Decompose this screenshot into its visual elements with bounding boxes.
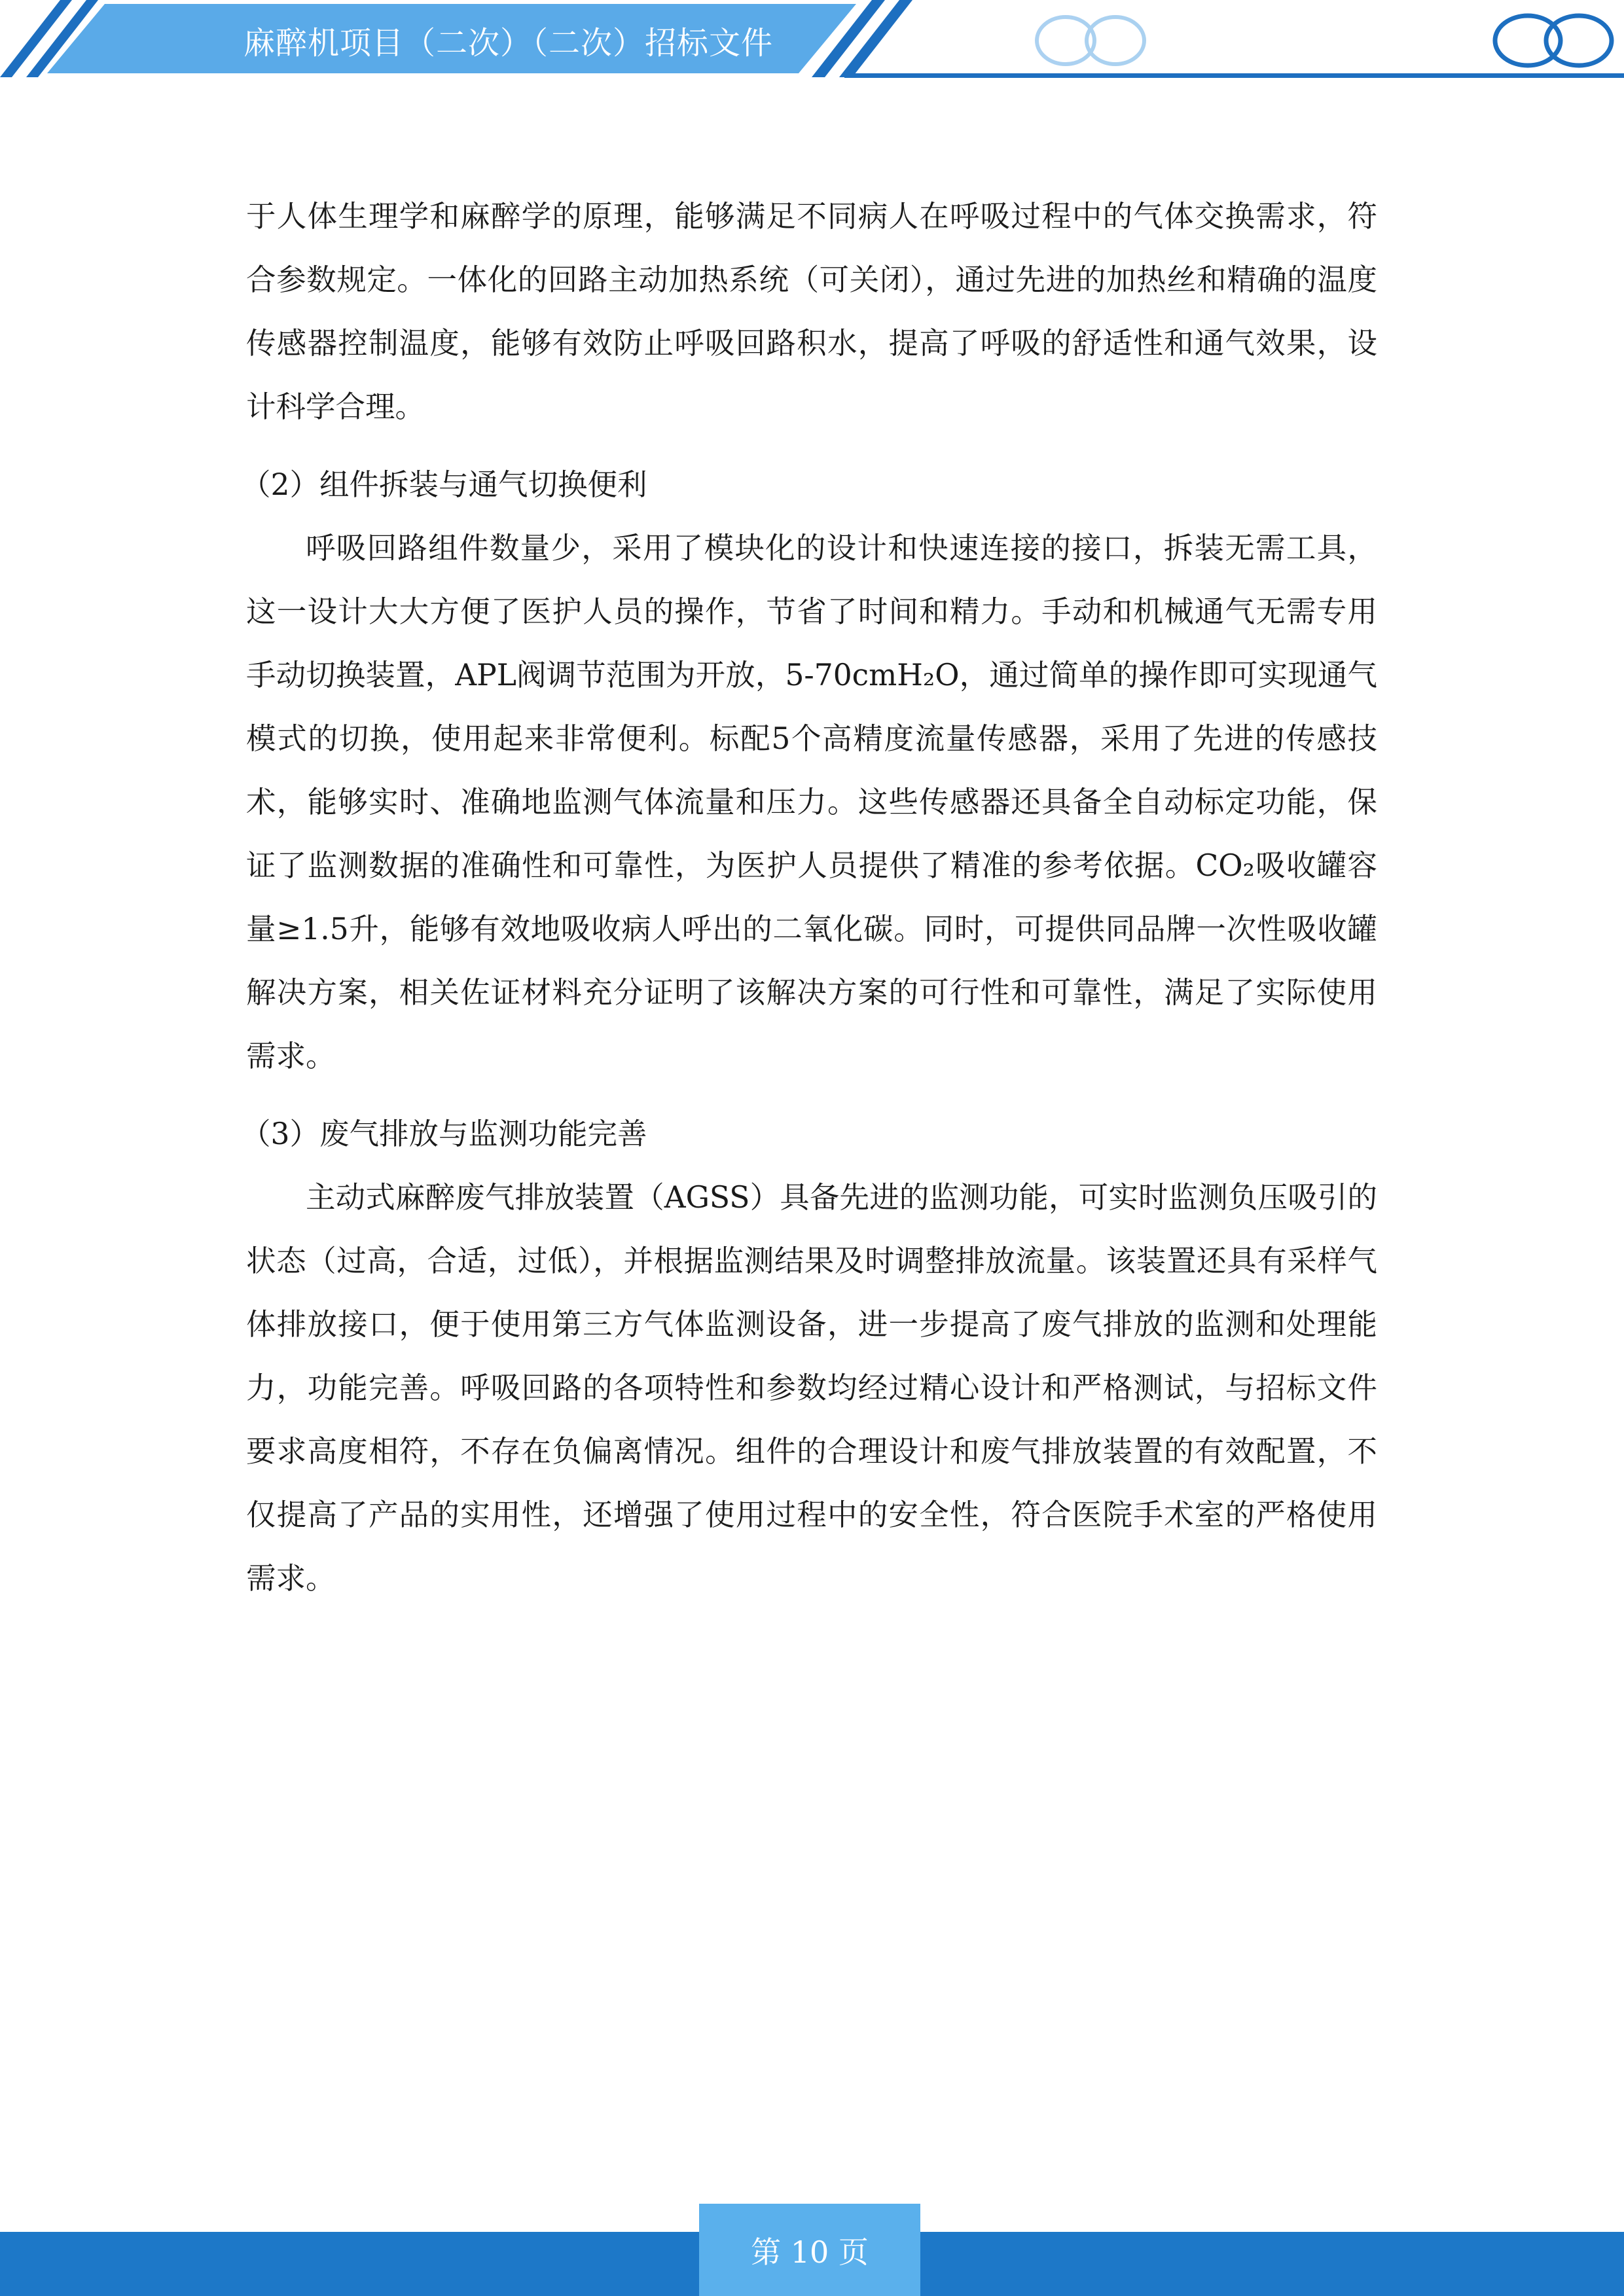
section-heading: （2）组件拆装与通气切换便利 <box>241 467 647 502</box>
header-title: 麻醉机项目（二次）（二次）招标文件 <box>244 25 774 62</box>
watermark-logo-icon <box>1037 17 1144 64</box>
body-paragraph: 于人体生理学和麻醉学的原理，能够满足不同病人在呼吸过程中的气体交换需求，符合参数规定。一体化的回路主动加热系统（可关闭），通过先进的加热丝和精确的温度传感器控制温度，能够有效防止呼吸回路积水，提高了呼吸的舒适性和通气效果，设计科学合理。 <box>246 199 1377 424</box>
double-ring-logo-icon <box>1495 16 1612 65</box>
section-heading: （3）废气排放与监测功能完善 <box>241 1117 647 1151</box>
page-header <box>0 0 1624 85</box>
page-number: 第 10 页 <box>751 2234 869 2270</box>
page-number-box <box>699 2204 920 2296</box>
body-paragraph: 呼吸回路组件数量少，采用了模块化的设计和快速连接的接口，拆装无需工具，这一设计大大方便了医护人员的操作，节省了时间和精力。手动和机械通气无需专用手动切换装置，APL阀调节范围为开放，5-70cmH₂O，通过简单的操作即可实现通气模式的切换，使用起来非常便利。标配5个高精度流量传感器，采用了先进的传感技术，能够实时、准确地监测气体流量和压力。这些传感器还具备全自动标定功能，保证了监测数据的准确性和可靠性，为医护人员提供了精准的参考依据。CO₂吸收罐容量≥1.5升，能够有效地吸收病人呼出的二氧化碳。同时，可提供同品牌一次性吸收罐解决方案，相关佐证材料充分证明了该解决方案的可行性和可靠性，满足了实际使用需求。 <box>246 531 1377 1073</box>
document-body <box>241 185 1377 1610</box>
body-paragraph: 主动式麻醉废气排放装置（AGSS）具备先进的监测功能，可实时监测负压吸引的状态（过高，合适，过低），并根据监测结果及时调整排放流量。该装置还具有采样气体排放接口，便于使用第三方气体监测设备，进一步提高了废气排放的监测和处理能力，功能完善。呼吸回路的各项特性和参数均经过精心设计和严格测试，与招标文件要求高度相符，不存在负偏离情况。组件的合理设计和废气排放装置的有效配置，不仅提高了产品的实用性，还增强了使用过程中的安全性，符合医院手术室的严格使用需求。 <box>246 1180 1377 1596</box>
header-underline <box>844 73 1624 78</box>
